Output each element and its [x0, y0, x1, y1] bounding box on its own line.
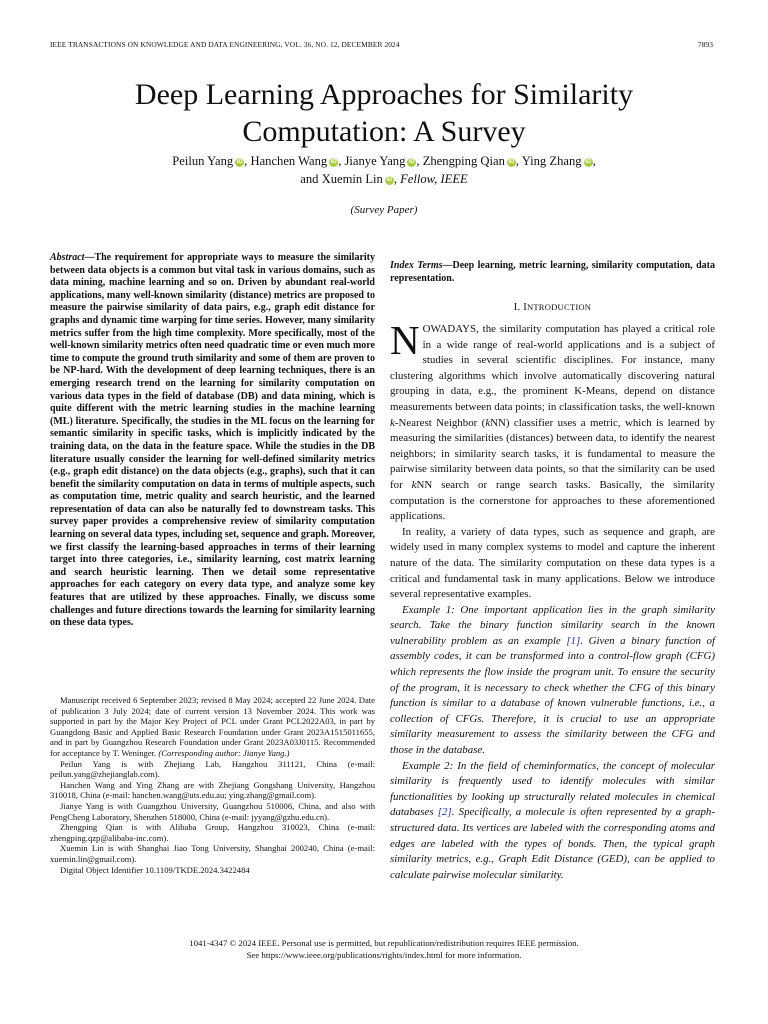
page-number: 7893 [697, 40, 713, 49]
footnote-affiliation: Hanchen Wang and Ying Zhang are with Zhejiang Gongshang University, Hangzhou 310018, China (e-mail: hanchen.wang@uts.edu.au; ying.zhang@gmail.com). [50, 779, 375, 801]
footnotes [50, 695, 375, 875]
index-terms-text: —Deep learning, metric learning, similarity computation, data representation. [390, 260, 715, 284]
introduction-body [390, 317, 716, 883]
footnote-doi: Digital Object Identifier 10.1109/TKDE.2024.3422484 [60, 864, 250, 875]
author-name: Zhengping Qian [422, 154, 505, 168]
section-numeral: I. [513, 302, 521, 313]
citation-link[interactable]: [2] [437, 806, 452, 819]
math-k: k [485, 416, 491, 429]
running-header [50, 40, 713, 49]
example-2 [390, 759, 715, 884]
orcid-icon[interactable]: iD [236, 159, 243, 165]
journal-name: IEEE TRANSACTIONS ON KNOWLEDGE AND DATA ENGINEERING, VOL. 36, NO. 12, DECEMBER 2024 [50, 40, 400, 49]
footnote-manuscript [50, 695, 375, 759]
author-name: Hanchen Wang [250, 154, 328, 168]
text-run: . Given a binary function of assembly codes, it can be transformed into a control-flow graph (CFG) which represents the flow inside the program unit. To ensure the security of the program, it is necessary to check whether the CFG of this binary function is similar to a database of known vulnerable functions, i.e., a collection of CFGs. Therefore, it is crucial to use an appropriate similarity measurement to assess the similarity between the CFG and those in the database. [390, 634, 715, 757]
paragraph [390, 317, 716, 525]
example-1 [390, 603, 715, 759]
citation-link[interactable]: [1] [566, 634, 581, 647]
title-line-2: Computation: A Survey [242, 115, 526, 148]
orcid-icon[interactable]: iD [408, 159, 415, 165]
text-run: -Nearest Neighbor ( [394, 416, 486, 429]
orcid-icon[interactable]: iD [508, 159, 515, 165]
text-run: Example 2: In the field of cheminformatics, the concept of molecular similarity is frequently used to identify molecules with similar functionalities by looking up structurally related molecules in chemical databases [390, 759, 715, 819]
paper-type: (Survey Paper) [350, 204, 418, 216]
orcid-icon[interactable]: iD [585, 159, 592, 165]
author-name: Jianye Yang [344, 154, 406, 168]
text-run: NN search or range search tasks. Basically, the similarity computation is the cornerstone for approaches to these aforementioned applications. [390, 478, 715, 523]
author-list: Peilun Yang iD , Hanchen Wang iD , Jianye Yang iD , Zhengping Qian iD , Ying Zhang iD , and Xuemin Lin iD , Fellow, IEEE [172, 154, 596, 186]
text-run: NN) classifier uses a metric, which is learned by measuring the similarities (distances) between data, to identify the nearest neighbors; in similarity search tasks, it is fundamental to measure the pairwise similarity between data points, so that the similarity can be used for [390, 416, 716, 491]
drop-cap: N [390, 317, 420, 363]
author-name: and Xuemin Lin [300, 171, 383, 186]
orcid-icon[interactable]: iD [330, 159, 337, 165]
corresponding-author: (Corresponding author: Jianye Yang.) [158, 747, 290, 758]
footnote-affiliation: Jianye Yang is with Guangzhou University, Guangzhou 510006, China, and also with PengCheng Laboratory, Shenzhen 518000, China (e-mail: jyyang@gzhu.edu.cn). [50, 800, 375, 822]
footnote-affiliation: Xuemin Lin is with Shanghai Jiao Tong University, Shanghai 200240, China (e-mail: xuemin.lin@gmail.com). [50, 843, 375, 864]
copyright-line: 1041-4347 © 2024 IEEE. Personal use is permitted, but republication/redistribution requires IEEE permission. [189, 938, 579, 948]
text-run: OWADAYS, the similarity computation has played a critical role in a wide range of real-world applications and is a subject of studies in several scientific disciplines. For instance, many clustering algorithms which involve automatically discovering natural grouping in data, e.g., the prominent K-Means, depend on distance measurements between data points; in classification tasks, the well-known [390, 323, 715, 413]
paragraph: In reality, a variety of data types, such as sequence and graph, are widely used in many complex systems to model and capture the inherent nature of the data. The similarity computation on these data types is a critical and fundamental task in many applications. Below we introduce several representative examples. [390, 525, 715, 601]
abstract-label: Abstract [50, 252, 85, 263]
math-k: k [390, 416, 395, 429]
text-run: Example 1: One important application lies in the graph similarity search. Take the binary function similarity search in the known vulnerability problem as an example [390, 603, 715, 647]
abstract [50, 252, 375, 630]
rights-line: See https://www.ieee.org/publications/rights/index.html for more information. [246, 949, 522, 960]
author-name: Peilun Yang [172, 154, 234, 168]
footnote-text: Manuscript received 6 September 2023; revised 8 May 2024; accepted 22 June 2024. Date of publication 3 July 2024; date of current version 13 November 2024. This work was supported in part by the Major Key Project of PCL under Grant PCL2022A03, in part by Guangdong Basic and Applied Basic Research Foundation under Grant 2023A1515011655, and in part by Guangzhou Research Foundation under Grant 2023A03J0115. Recommended for acceptance by T. Weninger. [50, 695, 375, 758]
author-name: Ying Zhang [521, 154, 582, 168]
abstract-text: —The requirement for appropriate ways to measure the similarity between data objects is a common but vital task in various domains, such as data mining, machine learning and so on. Driven by abundant real-world applications, many well-known similarity (distance) metrics are proposed to measure the pairwise similarity of data pairs, e.g., graph edit distance for graphs and dynamic time warping for time series. However, many similarity metrics suffer from the high time complexity. More specifically, most of the well-known similarity metrics often need quadratic time or even much more time to compute the ground truth similarity and some of them are proven to be NP-hard. With the development of deep learning techniques, there is an emerging research trend on the learning for similarity computation on various data types in the field of database (DB) and data mining, which is quite different with the metric learning studies in the machine learning (ML) literature. Specifically, the studies in the ML focus on the learning for semantic similarity in specific tasks, which is implicitly indicated by the training data, on the data in the feature space. While the studies in the DB literature usually consider the learning for well-defined similarity metrics (e.g., graph edit distance) on the data objects (e.g., graphs), such that it can benefit the similarity computation on data in terms of multiple aspects, such as computation time, metric quality and search heuristic, and the learned representation of data can also be naturally fed to downstream tasks. This survey paper provides a comprehensive review of similarity computation learning on several data types, including set, sequence and graph. Moreover, we first classify the learning-based approaches in terms of their learning target into three categories, i.e., similarity learning, cost matrix learning and search heuristic learning. Then we detail some representative approaches for each category on every data type, and analyze some key features that are utilized by these approaches. Finally, we discuss some challenges and future directions towards the learning for similarity learning on these data types. [50, 252, 376, 629]
section-heading [390, 302, 715, 313]
title-line-1: Deep Learning Approaches for Similarity [134, 78, 634, 111]
section-rest: NTRODUCTION [526, 302, 592, 312]
author-fellow: Fellow, IEEE [400, 171, 468, 186]
footnote-affiliation: Peilun Yang is with Zhejiang Lab, Hangzhou 311121, China (e-mail: peilun.yang@zhejianglab.com). [50, 758, 375, 780]
footnote-affiliation: Zhengping Qian is with Alibaba Group, Hangzhou 310023, China (e-mail: zhengping.qzp@alibaba-inc.com). [50, 822, 375, 843]
orcid-icon[interactable]: iD [386, 176, 393, 183]
section-cap: I [523, 302, 527, 313]
paper-title [60, 76, 708, 150]
text-run: . Specifically, a molecule is often represented by a graph-structured data. Its vertices are labeled with the corresponding atoms and edges are labeled with the types of bonds. Then, the typical graph similarity metrics, e.g., Graph Edit Distance (GED), can be applied to calculate pairwise molecular similarity. [390, 806, 715, 881]
index-terms [390, 260, 715, 285]
copyright-footer [0, 938, 768, 961]
index-terms-label: Index Terms [390, 260, 443, 271]
math-k: k [411, 478, 417, 491]
